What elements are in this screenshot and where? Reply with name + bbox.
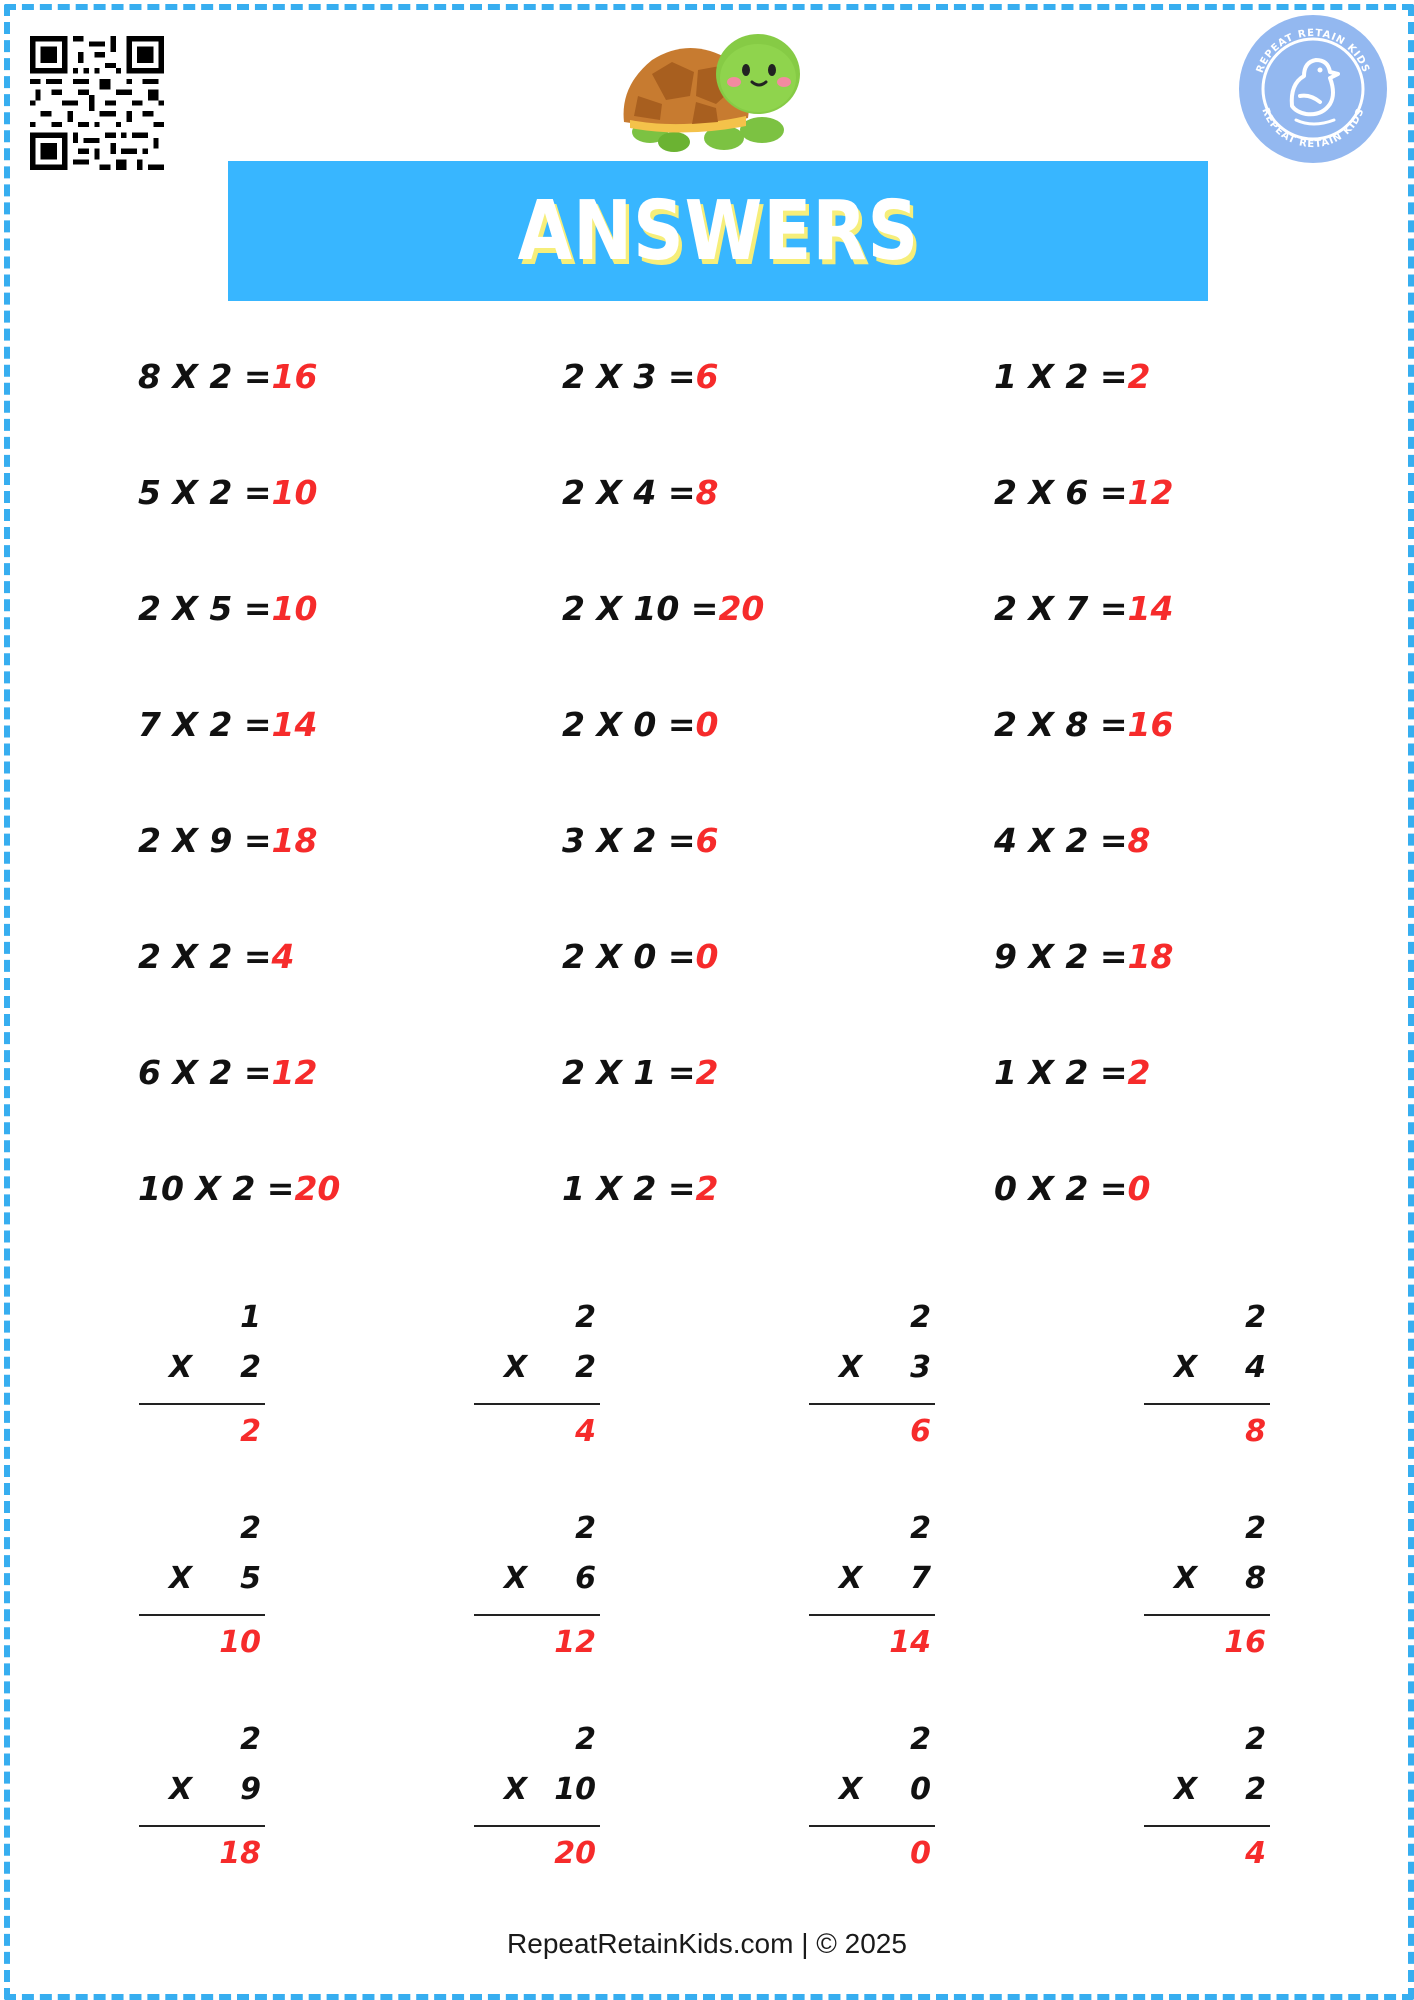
times-sign: X — [1174, 1561, 1198, 1596]
product-answer: 8 — [1245, 1414, 1266, 1449]
answer-line — [1144, 1614, 1270, 1616]
equation-row — [994, 467, 1173, 517]
equation-answer: 10 — [271, 472, 318, 512]
equation-row — [994, 699, 1173, 749]
multiplier: 2 — [240, 1350, 261, 1385]
equation-answer: 2 — [695, 1168, 719, 1208]
equation-row — [138, 699, 317, 749]
equation-answer: 20 — [294, 1168, 341, 1208]
multiplier: 4 — [1245, 1350, 1266, 1385]
equation-row — [994, 1047, 1150, 1097]
equation-question: 2 X 4 = — [562, 472, 696, 512]
equation-answer: 16 — [1127, 704, 1174, 744]
equation-answer: 6 — [695, 356, 719, 396]
equation-answer: 12 — [271, 1052, 318, 1092]
equation-answer: 20 — [718, 588, 765, 628]
equation-row — [562, 467, 718, 517]
equation-question: 5 X 2 = — [138, 472, 272, 512]
equation-row — [138, 467, 317, 517]
equation-question: 2 X 0 = — [562, 936, 696, 976]
equation-question: 2 X 5 = — [138, 588, 272, 628]
times-sign: X — [1174, 1350, 1198, 1385]
equation-question: 2 X 9 = — [138, 820, 272, 860]
product-answer: 16 — [1224, 1625, 1266, 1660]
brand-logo — [1238, 14, 1388, 164]
answer-line — [474, 1403, 600, 1405]
equation-question: 6 X 2 = — [138, 1052, 272, 1092]
equation-question: 1 X 2 = — [562, 1168, 696, 1208]
equation-answer: 16 — [271, 356, 318, 396]
answer-line — [139, 1614, 265, 1616]
equation-question: 1 X 2 = — [994, 356, 1128, 396]
equation-question: 4 X 2 = — [994, 820, 1128, 860]
turtle-icon — [612, 26, 802, 158]
equation-answer: 14 — [271, 704, 318, 744]
equation-answer: 14 — [1127, 588, 1174, 628]
multiplicand: 2 — [910, 1722, 931, 1757]
equation-row — [138, 1047, 317, 1097]
answer-line — [474, 1614, 600, 1616]
equation-row — [562, 931, 718, 981]
times-sign: X — [169, 1772, 193, 1807]
equation-row — [138, 815, 317, 865]
equation-question: 3 X 2 = — [562, 820, 696, 860]
equation-row — [994, 1163, 1150, 1213]
equation-answer: 2 — [695, 1052, 719, 1092]
times-sign: X — [1174, 1772, 1198, 1807]
multiplicand: 2 — [575, 1722, 596, 1757]
equation-question: 1 X 2 = — [994, 1052, 1128, 1092]
equation-row — [138, 1163, 340, 1213]
equation-answer: 4 — [271, 936, 295, 976]
answer-line — [139, 1403, 265, 1405]
multiplier: 7 — [910, 1561, 931, 1596]
multiplicand: 2 — [575, 1511, 596, 1546]
multiplier: 10 — [554, 1772, 596, 1807]
product-answer: 12 — [554, 1625, 596, 1660]
multiplicand: 2 — [575, 1300, 596, 1335]
multiplicand: 2 — [1245, 1511, 1266, 1546]
product-answer: 10 — [219, 1625, 261, 1660]
multiplier: 2 — [575, 1350, 596, 1385]
equation-question: 2 X 3 = — [562, 356, 696, 396]
times-sign: X — [839, 1772, 863, 1807]
equation-row — [562, 815, 718, 865]
product-answer: 4 — [575, 1414, 596, 1449]
vertical-problem — [139, 1511, 265, 1681]
equation-row — [994, 351, 1150, 401]
multiplier: 5 — [240, 1561, 261, 1596]
equation-question: 8 X 2 = — [138, 356, 272, 396]
badge-text-top: REPEAT RETAIN KIDS — [1254, 27, 1372, 75]
vertical-problem — [1144, 1300, 1270, 1470]
title-banner — [228, 161, 1208, 301]
vertical-problem — [809, 1300, 935, 1470]
answer-line — [474, 1825, 600, 1827]
multiplicand: 2 — [910, 1511, 931, 1546]
answer-line — [139, 1825, 265, 1827]
product-answer: 4 — [1245, 1836, 1266, 1871]
answer-line — [1144, 1825, 1270, 1827]
equation-question: 9 X 2 = — [994, 936, 1128, 976]
equation-question: 2 X 8 = — [994, 704, 1128, 744]
badge-text-bottom: REPEAT RETAIN KIDS — [1259, 106, 1367, 151]
product-answer: 18 — [219, 1836, 261, 1871]
vertical-problem — [809, 1511, 935, 1681]
equation-row — [562, 699, 718, 749]
equation-question: 2 X 7 = — [994, 588, 1128, 628]
equation-answer: 0 — [695, 704, 719, 744]
equation-row — [994, 931, 1173, 981]
vertical-problem — [474, 1722, 600, 1892]
equation-question: 10 X 2 = — [138, 1168, 295, 1208]
times-sign: X — [839, 1561, 863, 1596]
multiplicand: 2 — [1245, 1722, 1266, 1757]
product-answer: 6 — [910, 1414, 931, 1449]
answer-line — [1144, 1403, 1270, 1405]
equation-answer: 0 — [695, 936, 719, 976]
vertical-problem — [139, 1300, 265, 1470]
equation-question: 2 X 0 = — [562, 704, 696, 744]
equation-row — [562, 1047, 718, 1097]
equation-question: 2 X 10 = — [562, 588, 719, 628]
equation-answer: 8 — [695, 472, 719, 512]
equation-row — [138, 583, 317, 633]
equation-answer: 18 — [1127, 936, 1174, 976]
vertical-problem — [1144, 1511, 1270, 1681]
times-sign: X — [169, 1561, 193, 1596]
multiplicand: 2 — [1245, 1300, 1266, 1335]
footer-text: RepeatRetainKids.com | © 2025 — [507, 1928, 907, 1959]
equation-row — [562, 1163, 718, 1213]
answer-line — [809, 1403, 935, 1405]
answer-line — [809, 1614, 935, 1616]
equation-row — [138, 351, 317, 401]
equation-question: 2 X 6 = — [994, 472, 1128, 512]
product-answer: 2 — [240, 1414, 261, 1449]
multiplier: 9 — [240, 1772, 261, 1807]
equation-row — [994, 583, 1173, 633]
vertical-problem — [474, 1300, 600, 1470]
equation-answer: 18 — [271, 820, 318, 860]
equation-row — [994, 815, 1150, 865]
equation-row — [562, 583, 764, 633]
qr-code — [30, 36, 164, 170]
page-title: ANSWERS — [517, 183, 919, 279]
equation-question: 2 X 1 = — [562, 1052, 696, 1092]
multiplicand: 2 — [240, 1722, 261, 1757]
times-sign: X — [504, 1350, 528, 1385]
multiplicand: 1 — [240, 1300, 261, 1335]
product-answer: 14 — [889, 1625, 931, 1660]
times-sign: X — [504, 1772, 528, 1807]
multiplier: 2 — [1245, 1772, 1266, 1807]
equation-answer: 10 — [271, 588, 318, 628]
equation-answer: 6 — [695, 820, 719, 860]
equation-answer: 12 — [1127, 472, 1174, 512]
multiplicand: 2 — [240, 1511, 261, 1546]
vertical-problem — [809, 1722, 935, 1892]
page-border — [4, 4, 1414, 2000]
equation-row — [562, 351, 718, 401]
equation-question: 0 X 2 = — [994, 1168, 1128, 1208]
multiplier: 3 — [910, 1350, 931, 1385]
equation-answer: 0 — [1127, 1168, 1151, 1208]
times-sign: X — [169, 1350, 193, 1385]
vertical-problem — [474, 1511, 600, 1681]
product-answer: 20 — [554, 1836, 596, 1871]
equation-answer: 2 — [1127, 1052, 1151, 1092]
times-sign: X — [839, 1350, 863, 1385]
multiplier: 0 — [910, 1772, 931, 1807]
answer-line — [809, 1825, 935, 1827]
equation-answer: 8 — [1127, 820, 1151, 860]
vertical-problem — [139, 1722, 265, 1892]
equation-answer: 2 — [1127, 356, 1151, 396]
times-sign: X — [504, 1561, 528, 1596]
multiplier: 8 — [1245, 1561, 1266, 1596]
multiplicand: 2 — [910, 1300, 931, 1335]
equation-question: 7 X 2 = — [138, 704, 272, 744]
multiplier: 6 — [575, 1561, 596, 1596]
equation-row — [138, 931, 294, 981]
equation-question: 2 X 2 = — [138, 936, 272, 976]
product-answer: 0 — [910, 1836, 931, 1871]
vertical-problem — [1144, 1722, 1270, 1892]
